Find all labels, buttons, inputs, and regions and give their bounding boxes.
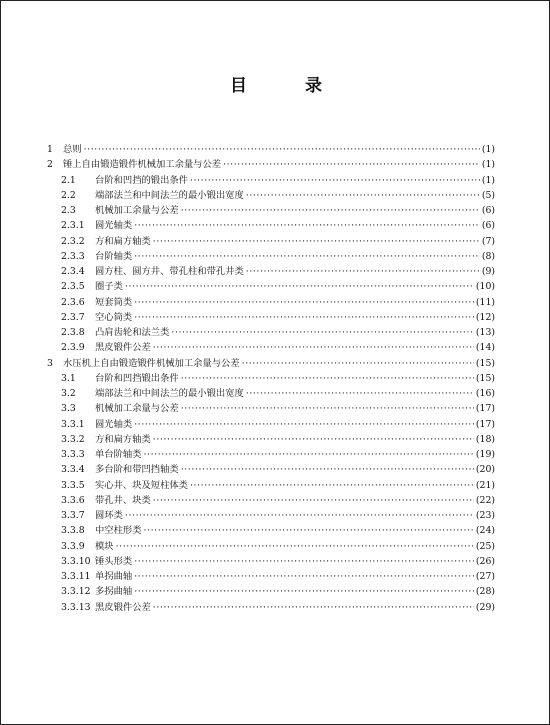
toc-entry-number: 3.3.3 [61, 449, 85, 460]
toc-entry-title: 多拐曲轴 [95, 586, 133, 598]
toc-entry-page: (28) [475, 586, 495, 598]
toc-entry [47, 401, 495, 416]
toc-entry-number: 2.3.4 [61, 266, 85, 277]
leader-dots [181, 203, 480, 218]
toc-entry-page: (1) [481, 174, 495, 186]
toc-entry-page: (17) [475, 418, 495, 430]
leader-dots [153, 600, 474, 615]
toc-entry-page: (23) [475, 510, 495, 521]
toc-entry-number: 2.2 [61, 189, 76, 201]
leader-dots [153, 234, 480, 249]
toc-entry-number: 3 [47, 357, 53, 369]
toc-entry [47, 386, 495, 401]
toc-entry [47, 462, 495, 477]
toc-entry-title: 端部法兰和中间法兰的最小锻出宽度 [95, 388, 244, 399]
toc-entry-number: 3.3.10 [61, 555, 91, 567]
toc-entry-title: 端部法兰和中间法兰的最小锻出宽度 [95, 189, 244, 201]
leader-dots [181, 371, 474, 386]
toc-entry [47, 249, 495, 264]
toc-entry-title: 圈子类 [95, 281, 123, 293]
toc-entry-page: (16) [475, 388, 495, 399]
toc-entry [47, 447, 495, 462]
toc-entry-title: 机械加工余量与公差 [95, 205, 179, 216]
toc-entry-page: (15) [475, 357, 495, 369]
leader-dots [134, 295, 474, 310]
toc-entry [47, 173, 495, 188]
leader-dots [134, 554, 474, 569]
toc-entry-title: 单拐曲轴 [95, 571, 133, 582]
leader-dots [116, 539, 474, 554]
toc-entry [47, 600, 495, 615]
toc-entry-title: 圆方柱、圆方井、带孔柱和带孔井类 [95, 266, 244, 277]
toc-entry-title: 总则 [63, 144, 82, 155]
toc-entry-page: (29) [475, 601, 495, 613]
toc-entry-page: (24) [475, 525, 495, 537]
toc-entry-number: 2.3.7 [61, 311, 85, 323]
toc-entry [47, 340, 495, 355]
toc-entry-title: 实心井、块及短柱体类 [95, 479, 188, 491]
toc-entry [47, 539, 495, 554]
toc-entry [47, 523, 495, 538]
leader-dots [134, 584, 474, 599]
toc-entry-page: (5) [481, 189, 495, 201]
toc-entry-page: (27) [475, 571, 495, 582]
toc-entry-number: 2.3.5 [61, 281, 85, 293]
toc-entry-page: (13) [475, 327, 495, 338]
toc-entry-page: (7) [481, 235, 495, 247]
toc-entry-title: 黑皮锻件公差 [95, 342, 151, 354]
toc-entry [47, 584, 495, 599]
toc-entry-title: 短套筒类 [95, 296, 133, 308]
toc-entry-number: 2.3.2 [61, 235, 85, 247]
leader-dots [125, 279, 474, 294]
toc-entry-number: 1 [47, 144, 53, 155]
leader-dots [181, 401, 474, 416]
toc-entry [47, 203, 495, 218]
leader-dots [144, 447, 474, 462]
toc-entry-number: 3.3.6 [61, 494, 85, 506]
leader-dots [190, 478, 474, 493]
toc-entry-number: 3.3.12 [61, 586, 91, 598]
leader-dots [153, 432, 474, 447]
toc-entry-number: 3.3.4 [61, 464, 85, 476]
toc-entry [47, 493, 495, 508]
toc-entry [47, 325, 495, 340]
toc-entry-title: 中空柱形类 [95, 525, 142, 537]
leader-dots [153, 340, 474, 355]
toc-entry-page: (21) [475, 479, 495, 491]
toc-entry-number: 2.1 [61, 174, 76, 186]
toc-entry-title: 空心筒类 [95, 311, 133, 323]
toc-entry [47, 554, 495, 569]
toc-entry-number: 3.3.11 [61, 571, 91, 582]
leader-dots [242, 356, 474, 371]
toc-entry-title: 黑皮锻件公差 [95, 601, 151, 613]
toc-entry-title: 锤头形类 [95, 555, 133, 567]
toc-entry-page: (10) [475, 281, 495, 293]
leader-dots [134, 249, 480, 264]
toc-entry-number: 3.1 [61, 372, 76, 384]
toc-entry [47, 295, 495, 310]
toc-entry-page: (11) [475, 296, 495, 308]
toc-entry-number: 3.3.5 [61, 479, 85, 491]
toc-entry-title: 台阶和凹挡锻出条件 [95, 372, 179, 384]
toc-entry-page: (1) [481, 159, 495, 171]
toc-entry-number: 2.3.1 [61, 220, 85, 232]
toc-entry-page: (8) [481, 250, 495, 262]
leader-dots [246, 264, 480, 279]
toc-entry-page: (22) [475, 494, 495, 506]
leader-dots [153, 493, 474, 508]
toc-entry [47, 310, 495, 325]
toc-entry-page: (6) [481, 205, 495, 216]
leader-dots [190, 173, 480, 188]
toc-entry-number: 2.3 [61, 205, 76, 216]
leader-dots [84, 142, 480, 157]
toc-entry-number: 3.3.7 [61, 510, 85, 521]
toc-entry-number: 3.2 [61, 388, 76, 399]
toc-entry [47, 371, 495, 386]
toc-entry-page: (25) [475, 540, 495, 552]
toc-entry-page: (26) [475, 555, 495, 567]
toc-entry-title: 单台阶轴类 [95, 449, 142, 460]
leader-dots [134, 417, 474, 432]
toc-entry-page: (14) [475, 342, 495, 354]
toc-entry-number: 2.3.8 [61, 327, 85, 338]
table-of-contents [47, 142, 495, 615]
leader-dots [144, 523, 474, 538]
toc-entry-title: 机械加工余量与公差 [95, 403, 179, 415]
toc-entry [47, 508, 495, 523]
toc-entry-number: 3.3.9 [61, 540, 85, 552]
toc-entry-title: 模块 [95, 540, 114, 552]
toc-entry [47, 432, 495, 447]
toc-entry [47, 356, 495, 371]
toc-entry-title: 多台阶和带凹挡轴类 [95, 464, 179, 476]
toc-entry-number: 3.3.1 [61, 418, 85, 430]
toc-entry-number: 2.3.6 [61, 296, 85, 308]
toc-entry-title: 锤上自由锻造锻件机械加工余量与公差 [63, 159, 222, 171]
leader-dots [181, 462, 474, 477]
toc-entry-page: (12) [475, 311, 495, 323]
leader-dots [171, 325, 474, 340]
toc-entry-title: 台阶轴类 [95, 250, 133, 262]
leader-dots [134, 310, 474, 325]
toc-entry-title: 圆光轴类 [95, 220, 133, 232]
toc-entry-page: (15) [475, 372, 495, 384]
toc-entry-page: (20) [475, 464, 495, 476]
toc-entry-page: (17) [475, 403, 495, 415]
toc-entry [47, 218, 495, 233]
leader-dots [223, 157, 480, 172]
toc-entry-title: 水压机上自由锻造锻件机械加工余量与公差 [63, 357, 240, 369]
toc-entry-number: 3.3 [61, 403, 76, 415]
toc-entry [47, 157, 495, 172]
toc-entry-page: (18) [475, 433, 495, 445]
toc-entry-number: 2.3.9 [61, 342, 85, 354]
toc-entry [47, 569, 495, 584]
leader-dots [134, 569, 474, 584]
leader-dots [125, 508, 474, 523]
toc-entry [47, 279, 495, 294]
toc-entry [47, 478, 495, 493]
leader-dots [246, 386, 474, 401]
toc-entry-title: 方和扁方轴类 [95, 235, 151, 247]
toc-entry-number: 2.3.3 [61, 250, 85, 262]
leader-dots [246, 188, 480, 203]
toc-entry-title: 凸肩齿轮和法兰类 [95, 327, 170, 338]
toc-entry-title: 圆环类 [95, 510, 123, 521]
toc-entry [47, 188, 495, 203]
toc-entry-page: (6) [481, 220, 495, 232]
toc-entry [47, 264, 495, 279]
toc-entry-page: (1) [481, 144, 495, 155]
toc-entry-number: 3.3.2 [61, 433, 85, 445]
toc-entry [47, 417, 495, 432]
toc-entry-page: (19) [475, 449, 495, 460]
toc-entry-number: 2 [47, 159, 53, 171]
toc-entry-title: 台阶和凹挡的锻出条件 [95, 174, 188, 186]
toc-entry-number: 3.3.13 [61, 601, 91, 613]
toc-entry-page: (9) [481, 266, 495, 277]
leader-dots [134, 218, 480, 233]
page-title: 目 录 [230, 76, 348, 96]
toc-entry-title: 带孔井、块类 [95, 494, 151, 506]
toc-entry [47, 142, 495, 157]
toc-entry-title: 圆光轴类 [95, 418, 133, 430]
toc-entry [47, 234, 495, 249]
toc-entry-title: 方和扁方轴类 [95, 433, 151, 445]
toc-entry-number: 3.3.8 [61, 525, 85, 537]
